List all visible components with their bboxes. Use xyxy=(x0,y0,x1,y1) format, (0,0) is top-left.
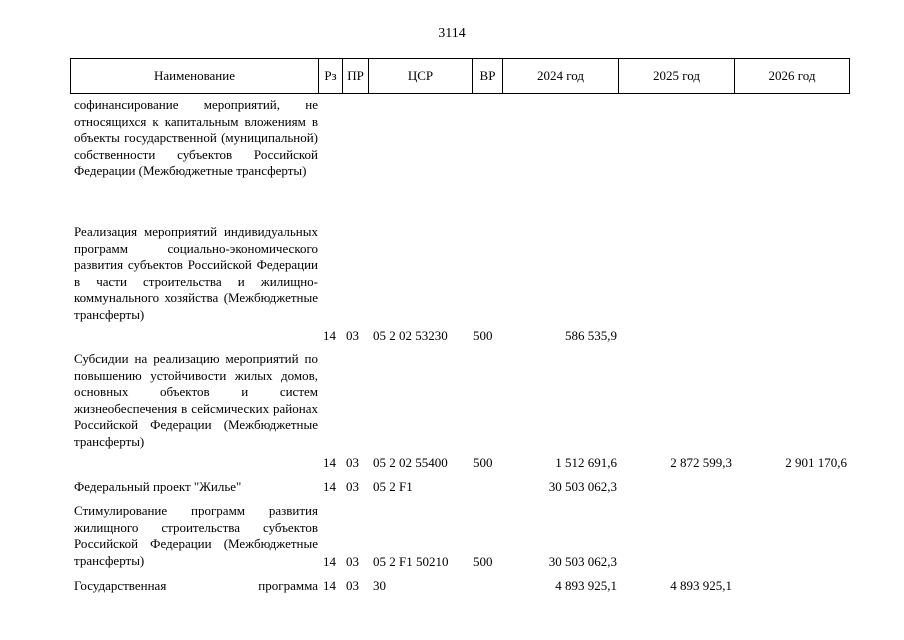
row-2024: 1 512 691,6 xyxy=(555,455,617,470)
row-name: Реализация мероприятий индивидуальных программ социально-экономического развития субъектов Российской Федерации в части строительства и жилищно-коммунального хозяйства (Межбюджетные трансферты) xyxy=(74,224,318,322)
header-rz: Рз xyxy=(319,59,343,93)
row-2024: 30 503 062,3 xyxy=(548,479,617,494)
row-2024: 4 893 925,1 xyxy=(555,578,617,593)
header-2026: 2026 год xyxy=(768,68,816,83)
header-2025: 2025 год xyxy=(619,59,735,93)
header-vr: ВР xyxy=(473,59,503,93)
page-number: 3114 xyxy=(438,26,466,41)
row-name: Субсидии на реализацию мероприятий по повышению устойчивости жилых домов, основных объектов и систем жизнеобеспечения в сейсмических районах Российской Федерации (Межбюджетные трансферты) xyxy=(74,351,318,449)
row-rz: 14 xyxy=(323,554,336,569)
row-rz: 14 xyxy=(323,328,336,343)
row-pr: 03 xyxy=(346,328,359,343)
row-name: Федеральный проект "Жилье" xyxy=(74,479,242,494)
row-name-word: Государственная xyxy=(74,578,167,593)
row-2024: 30 503 062,3 xyxy=(548,554,617,569)
header-2024: 2024 год xyxy=(503,59,619,93)
row-rz: 14 xyxy=(323,455,336,470)
row-pr: 03 xyxy=(346,455,359,470)
row-name-word: программа xyxy=(258,578,318,593)
row-name xyxy=(74,578,318,595)
table-header xyxy=(70,58,850,94)
row-vr: 500 xyxy=(473,328,493,343)
row-rz: 14 xyxy=(323,578,336,593)
row-csr: 05 2 F1 50210 xyxy=(373,554,449,569)
row-csr: 05 2 F1 xyxy=(373,479,413,494)
row-rz: 14 xyxy=(323,479,336,494)
row-vr: 500 xyxy=(473,554,493,569)
row-2025: 4 893 925,1 xyxy=(670,578,732,593)
row-csr: 05 2 02 55400 xyxy=(373,455,448,470)
row-2024: 586 535,9 xyxy=(565,328,617,343)
header-name: Наименование xyxy=(71,59,319,93)
row-2026: 2 901 170,6 xyxy=(785,455,847,470)
row-csr: 05 2 02 53230 xyxy=(373,328,448,343)
header-csr: ЦСР xyxy=(369,59,473,93)
row-pr: 03 xyxy=(346,479,359,494)
row-2025: 2 872 599,3 xyxy=(670,455,732,470)
row-name: Стимулирование программ развития жилищного строительства субъектов Российской Федерации (Межбюджетные трансферты) xyxy=(74,503,318,568)
row-name: софинансирование мероприятий, не относящихся к капитальным вложениям в объекты государственной (муниципальной) собственности субъектов Российской Федерации (Межбюджетные трансферты) xyxy=(74,97,318,179)
row-pr: 03 xyxy=(346,554,359,569)
row-csr: 30 xyxy=(373,578,386,593)
header-pr: ПР xyxy=(343,59,369,93)
row-pr: 03 xyxy=(346,578,359,593)
row-vr: 500 xyxy=(473,455,493,470)
